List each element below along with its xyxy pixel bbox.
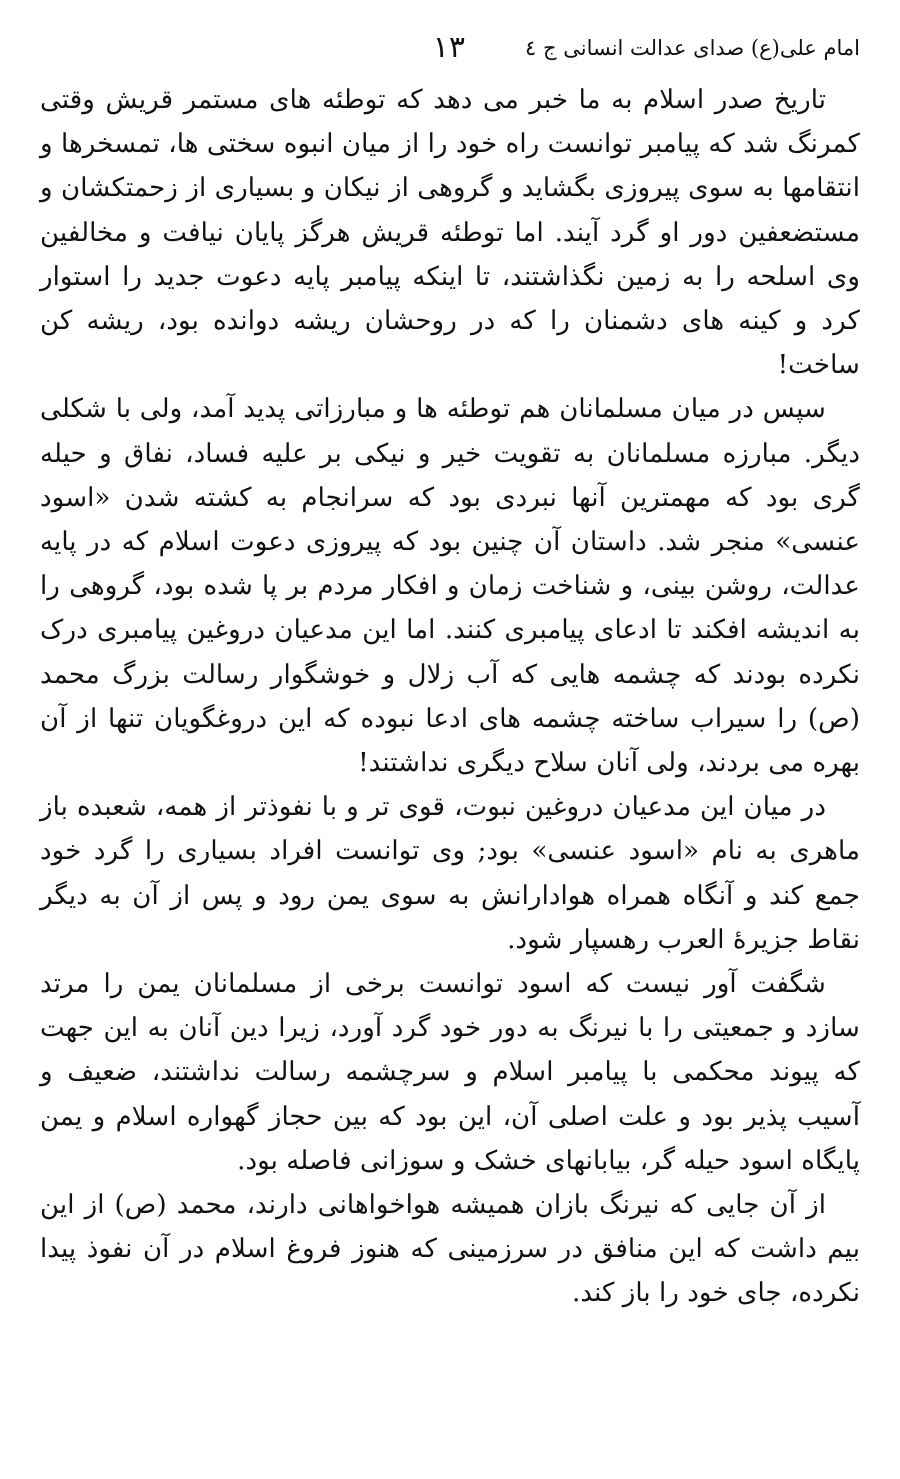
body-text	[40, 78, 860, 1316]
book-page	[40, 28, 860, 1316]
running-header	[40, 28, 860, 72]
paragraph-5: از آن جایی که نیرنگ بازان همیشه هواخواهانی دارند، محمد (ص) از این بیم داشت که این منافق در سرزمینی که هنوز فروغ اسلام در آن نفوذ پیدا نکرده، جای خود را باز کند.	[40, 1190, 860, 1309]
paragraph-1: تاریخ صدر اسلام به ما خبر می دهد که توطئه های مستمر قریش وقتی کمرنگ شد که پیامبر توانست راه خود را از میان انبوه سختی ها، تمسخرها و انتقامها به سوی پیروزی بگشاید و گروهی از نیکان و بسیاری از زحمتکشان و مستضعفین دور او گرد آیند. اما توطئه قریش هرگز پایان نیافت و مخالفین وی اسلحه را به زمین نگذاشتند، تا اینکه پیامبر پایه دعوت جدید را استوار کرد و کینه های دشمنان را که در روحشان ریشه دوانده بود، ریشه کن ساخت!	[40, 85, 860, 381]
paragraph-3: در میان این مدعیان دروغین نبوت، قوی تر و با نفوذتر از همه، شعبده باز ماهری به نام «اسود عنسی» بود; وی توانست افراد بسیاری را گرد خود جمع کند و آنگاه همراه هوادارانش به سوی یمن رود و پس از آن به دیگر نقاط جزیرۀ العرب رهسپار شود.	[40, 792, 860, 955]
paragraph-4: شگفت آور نیست که اسود توانست برخی از مسلمانان یمن را مرتد سازد و جمعیتی را با نیرنگ به دور خود گرد آورد، زیرا دین آنان به این جهت که پیوند محکمی با پیامبر اسلام و سرچشمه رسالت نداشتند، ضعیف و آسیب پذیر بود و علت اصلی آن، این بود که بین حجاز گهواره اسلام و یمن پایگاه اسود حیله گر، بیابانهای خشک و سوزانی فاصله بود.	[40, 969, 860, 1176]
page-number: ١٣	[432, 30, 465, 65]
book-title: امام علی(ع) صدای عدالت انسانی ج ٤	[525, 36, 860, 60]
paragraph-2: سپس در میان مسلمانان هم توطئه ها و مبارزاتی پدید آمد، ولی با شکلی دیگر. مبارزه مسلمانان به تقویت خیر و نیکی بر علیه فساد، نفاق و حیله گری بود که مهمترین آنها نبردی بود که سرانجام به کشته شدن «اسود عنسی» منجر شد. داستان آن چنین بود که پیروزی دعوت اسلام که در پایه عدالت، روشن بینی، و شناخت زمان و افکار مردم بر پا شده بود، گروهی را به اندیشه افکند تا ادعای پیامبری کنند. اما این مدعیان دروغین پیامبری درک نکرده بودند که چشمه هایی که آب زلال و خوشگوار رسالت بزرگ محمد (ص) را سیراب ساخته چشمه های ادعا نبوده که این دروغگویان تنها از آن بهره می بردند، ولی آنان سلاح دیگری نداشتند!	[40, 394, 860, 779]
